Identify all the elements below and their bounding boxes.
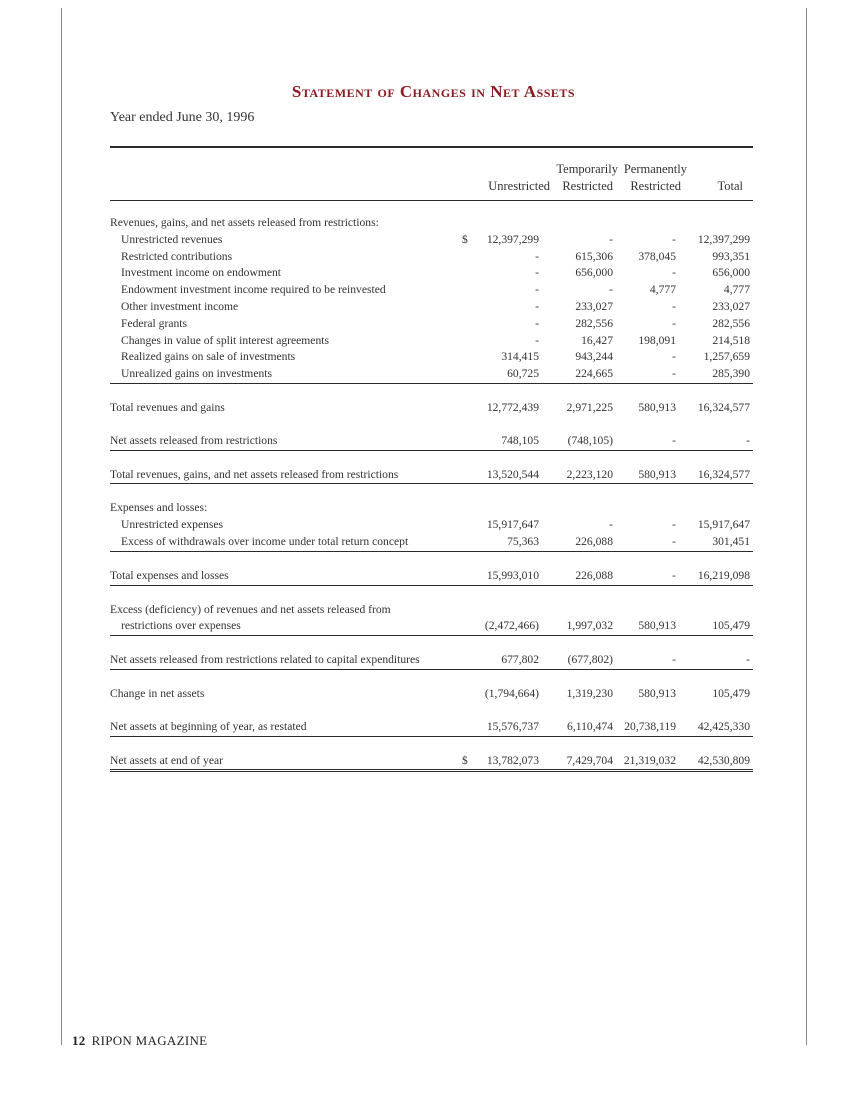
unrestricted-value: - <box>535 333 539 347</box>
total-value: 214,518 <box>712 333 750 347</box>
total-value: 1,257,659 <box>703 350 750 364</box>
table-row <box>110 282 753 299</box>
publication-name: RIPON MAGAZINE <box>91 1033 208 1048</box>
table-row <box>110 316 753 333</box>
total-value: - <box>746 433 750 447</box>
temporarily-restricted-value: - <box>609 283 613 297</box>
row-label: Unrestricted revenues <box>121 232 223 246</box>
table-row <box>110 265 753 282</box>
temporarily-restricted-value: - <box>609 232 613 246</box>
table-row <box>110 400 753 417</box>
total-value: 16,324,577 <box>697 400 750 414</box>
table-row <box>110 568 753 586</box>
header-total: Total <box>717 179 743 193</box>
unrestricted-value: 60,725 <box>507 367 539 381</box>
unrestricted-value: 15,993,010 <box>486 568 539 582</box>
row-spacer <box>110 451 753 467</box>
permanently-restricted-value: - <box>672 367 676 381</box>
row-label: Federal grants <box>121 316 187 330</box>
page-subtitle: Year ended June 30, 1996 <box>110 110 255 125</box>
permanently-restricted-value: 580,913 <box>638 467 676 481</box>
unrestricted-value: (1,794,664) <box>484 686 539 700</box>
temporarily-restricted-value: 6,110,474 <box>567 719 613 733</box>
left-margin-rule <box>61 8 62 1045</box>
permanently-restricted-value: - <box>672 433 676 447</box>
total-value: 301,451 <box>712 534 750 548</box>
table-row <box>110 299 753 316</box>
unrestricted-value: - <box>535 299 539 313</box>
row-label: Endowment investment income required to be reinvested <box>121 283 386 297</box>
header-permanently-restricted: Restricted <box>630 179 681 193</box>
total-value: 4,777 <box>723 283 750 297</box>
row-label: Net assets at end of year <box>110 753 223 767</box>
row-label: Net assets at beginning of year, as restated <box>110 719 307 733</box>
table-body <box>110 215 753 772</box>
permanently-restricted-value: - <box>672 299 676 313</box>
row-spacer <box>110 417 753 433</box>
unrestricted-value: 677,802 <box>501 653 539 667</box>
page-footer <box>72 1033 207 1049</box>
table-row <box>110 652 753 670</box>
table-row <box>110 719 753 737</box>
unrestricted-value: 12,772,439 <box>486 400 539 414</box>
permanently-restricted-value: 20,738,119 <box>624 719 676 733</box>
total-value: 285,390 <box>712 367 750 381</box>
permanently-restricted-value: 378,045 <box>638 249 676 263</box>
row-label: Investment income on endowment <box>121 266 282 280</box>
right-margin-rule <box>806 8 807 1045</box>
table-row <box>110 349 753 366</box>
table-row <box>110 249 753 266</box>
temporarily-restricted-value: - <box>609 518 613 532</box>
permanently-restricted-value: 580,913 <box>638 619 676 633</box>
total-value: 16,219,098 <box>697 568 750 582</box>
row-label: Total expenses and losses <box>110 568 229 582</box>
table-top-rule <box>110 146 753 148</box>
header-temporarily-restricted: Restricted <box>562 179 613 193</box>
row-label: restrictions over expenses <box>121 619 241 633</box>
total-value: 42,425,330 <box>697 719 750 733</box>
temporarily-restricted-value: 226,088 <box>575 534 613 548</box>
table-header <box>110 162 753 201</box>
unrestricted-value: - <box>535 249 539 263</box>
row-label: Restricted contributions <box>121 249 233 263</box>
row-label: Unrealized gains on investments <box>121 367 273 381</box>
row-spacer <box>110 636 753 652</box>
permanently-restricted-value: - <box>672 316 676 330</box>
total-value: 656,000 <box>712 266 750 280</box>
header-temporarily: Temporarily <box>556 162 618 176</box>
table-row <box>110 333 753 350</box>
table-row <box>110 618 753 636</box>
temporarily-restricted-value: 226,088 <box>575 568 613 582</box>
table-row <box>110 517 753 534</box>
permanently-restricted-value: 580,913 <box>638 686 676 700</box>
page-number: 12 <box>72 1033 86 1048</box>
table-row <box>110 500 753 517</box>
temporarily-restricted-value: 233,027 <box>575 299 613 313</box>
row-spacer <box>110 384 753 400</box>
total-value: 233,027 <box>712 299 750 313</box>
permanently-restricted-value: - <box>672 350 676 364</box>
table-row <box>110 753 753 773</box>
permanently-restricted-value: 198,091 <box>638 333 676 347</box>
header-unrestricted: Unrestricted <box>488 179 550 193</box>
dollar-sign: $ <box>462 232 468 246</box>
row-label: Revenues, gains, and net assets released from restrictions: <box>110 216 379 229</box>
row-label: Expenses and losses: <box>110 501 208 515</box>
total-value: 16,324,577 <box>697 467 750 481</box>
total-value: 282,556 <box>712 316 750 330</box>
row-label: Changes in value of split interest agreements <box>121 333 329 347</box>
row-spacer <box>110 670 753 686</box>
unrestricted-value: 15,917,647 <box>486 518 539 532</box>
temporarily-restricted-value: 224,665 <box>575 367 613 381</box>
temporarily-restricted-value: 656,000 <box>575 266 613 280</box>
row-label: Total revenues, gains, and net assets released from restrictions <box>110 467 399 481</box>
total-value: 15,917,647 <box>697 518 750 532</box>
unrestricted-value: 13,782,073 <box>486 753 539 767</box>
temporarily-restricted-value: (677,802) <box>567 653 613 667</box>
permanently-restricted-value: - <box>672 568 676 582</box>
permanently-restricted-value: 4,777 <box>649 283 676 297</box>
total-value: 42,530,809 <box>697 753 750 767</box>
table-row <box>110 215 753 232</box>
table-row <box>110 467 753 485</box>
total-value: 105,479 <box>712 619 750 633</box>
row-label: Change in net assets <box>110 686 205 700</box>
unrestricted-value: 15,576,737 <box>486 719 539 733</box>
row-spacer <box>110 484 753 500</box>
table-row <box>110 534 753 552</box>
unrestricted-value: 748,105 <box>501 433 539 447</box>
unrestricted-value: 314,415 <box>501 350 539 364</box>
row-spacer <box>110 552 753 568</box>
unrestricted-value: - <box>535 283 539 297</box>
temporarily-restricted-value: 16,427 <box>581 333 613 347</box>
table-row <box>110 433 753 451</box>
row-label: Other investment income <box>121 299 239 313</box>
permanently-restricted-value: - <box>672 534 676 548</box>
row-spacer <box>110 586 753 602</box>
permanently-restricted-value: 21,319,032 <box>623 753 676 767</box>
unrestricted-value: 12,397,299 <box>486 232 539 246</box>
unrestricted-value: 75,363 <box>507 534 539 548</box>
unrestricted-value: - <box>535 266 539 280</box>
row-label: Realized gains on sale of investments <box>121 350 296 364</box>
row-label: Net assets released from restrictions <box>110 433 278 447</box>
table-row <box>110 686 753 703</box>
temporarily-restricted-value: 1,319,230 <box>566 686 613 700</box>
row-label: Excess (deficiency) of revenues and net assets released from <box>110 602 391 616</box>
temporarily-restricted-value: 282,556 <box>575 316 613 330</box>
header-permanently: Permanently <box>623 162 687 176</box>
permanently-restricted-value: - <box>672 266 676 280</box>
total-value: - <box>746 653 750 667</box>
total-value: 993,351 <box>712 249 750 263</box>
temporarily-restricted-value: 7,429,704 <box>566 753 613 767</box>
row-spacer <box>110 737 753 753</box>
total-value: 105,479 <box>712 686 750 700</box>
row-spacer <box>110 703 753 719</box>
temporarily-restricted-value: (748,105) <box>567 433 613 447</box>
temporarily-restricted-value: 1,997,032 <box>566 619 613 633</box>
table-row <box>110 232 753 249</box>
table-row <box>110 366 753 384</box>
table-row <box>110 602 753 619</box>
row-label: Unrestricted expenses <box>121 518 224 532</box>
page-title: Statement of Changes in Net Assets <box>291 82 576 101</box>
permanently-restricted-value: 580,913 <box>638 400 676 414</box>
dollar-sign: $ <box>462 753 468 767</box>
row-label: Excess of withdrawals over income under total return concept <box>121 534 409 548</box>
temporarily-restricted-value: 943,244 <box>575 350 613 364</box>
row-label: Net assets released from restrictions related to capital expenditures <box>110 653 420 667</box>
unrestricted-value: (2,472,466) <box>484 619 539 633</box>
row-label: Total revenues and gains <box>110 400 225 414</box>
unrestricted-value: 13,520,544 <box>486 467 539 481</box>
permanently-restricted-value: - <box>672 653 676 667</box>
temporarily-restricted-value: 2,223,120 <box>566 467 613 481</box>
total-value: 12,397,299 <box>697 232 750 246</box>
net-assets-table <box>110 146 753 772</box>
permanently-restricted-value: - <box>672 232 676 246</box>
temporarily-restricted-value: 2,971,225 <box>566 400 613 414</box>
unrestricted-value: - <box>535 316 539 330</box>
permanently-restricted-value: - <box>672 518 676 532</box>
temporarily-restricted-value: 615,306 <box>575 249 613 263</box>
